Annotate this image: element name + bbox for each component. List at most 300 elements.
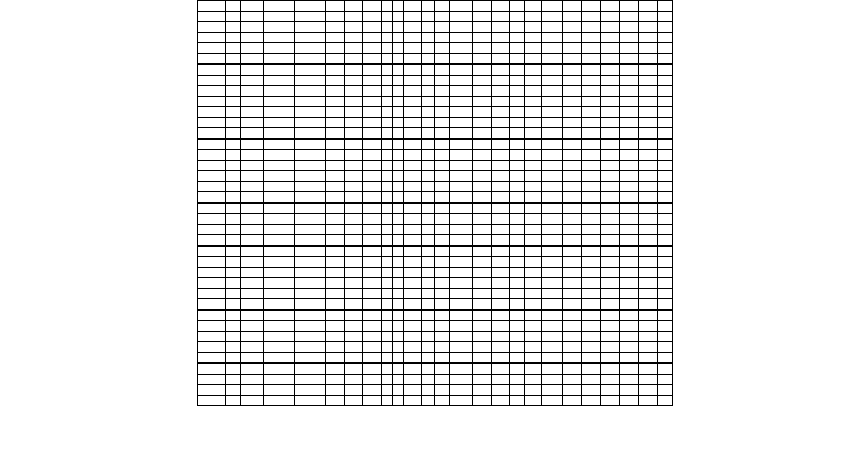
table-cell bbox=[226, 363, 241, 374]
table-cell bbox=[435, 267, 450, 278]
table-cell bbox=[639, 160, 658, 171]
table-cell bbox=[473, 257, 492, 268]
table-cell bbox=[382, 352, 393, 363]
table-cell bbox=[658, 11, 673, 22]
table-cell bbox=[525, 171, 542, 182]
table-cell bbox=[563, 246, 582, 257]
table-cell bbox=[295, 257, 326, 268]
table-cell bbox=[450, 32, 473, 43]
table-cell bbox=[226, 86, 241, 97]
table-cell bbox=[639, 257, 658, 268]
table-cell bbox=[510, 363, 525, 374]
table-cell bbox=[473, 32, 492, 43]
table-cell bbox=[393, 278, 404, 289]
table-cell bbox=[422, 139, 435, 150]
table-cell bbox=[582, 11, 601, 22]
table-cell bbox=[563, 160, 582, 171]
table-cell bbox=[363, 117, 382, 128]
table-cell bbox=[226, 64, 241, 75]
table-cell bbox=[582, 267, 601, 278]
table-cell bbox=[326, 75, 345, 86]
table-cell bbox=[295, 32, 326, 43]
table-row bbox=[198, 32, 673, 43]
table-cell bbox=[264, 299, 295, 310]
table-cell bbox=[542, 150, 563, 161]
table-cell bbox=[241, 278, 264, 289]
table-cell bbox=[422, 128, 435, 139]
table-cell bbox=[450, 395, 473, 406]
table-cell bbox=[620, 150, 639, 161]
table-cell bbox=[563, 139, 582, 150]
table-cell bbox=[295, 64, 326, 75]
table-cell bbox=[542, 385, 563, 396]
table-cell bbox=[450, 22, 473, 33]
table-cell bbox=[658, 246, 673, 257]
table-cell bbox=[326, 22, 345, 33]
table-cell bbox=[404, 150, 422, 161]
table-cell bbox=[404, 278, 422, 289]
table-cell bbox=[510, 374, 525, 385]
table-cell bbox=[393, 75, 404, 86]
table-cell bbox=[620, 310, 639, 321]
table-cell bbox=[198, 139, 226, 150]
table-cell bbox=[226, 1, 241, 12]
table-cell bbox=[450, 374, 473, 385]
table-cell bbox=[422, 395, 435, 406]
table-cell bbox=[435, 331, 450, 342]
table-cell bbox=[264, 107, 295, 118]
table-cell bbox=[435, 150, 450, 161]
table-row bbox=[198, 53, 673, 64]
table-cell bbox=[450, 11, 473, 22]
table-cell bbox=[241, 214, 264, 225]
table-cell bbox=[404, 310, 422, 321]
table-cell bbox=[198, 257, 226, 268]
table-cell bbox=[582, 310, 601, 321]
table-cell bbox=[326, 352, 345, 363]
table-cell bbox=[363, 395, 382, 406]
table-cell bbox=[382, 214, 393, 225]
table-cell bbox=[264, 64, 295, 75]
table-cell bbox=[492, 342, 510, 353]
table-cell bbox=[582, 342, 601, 353]
table-cell bbox=[264, 43, 295, 54]
table-cell bbox=[525, 224, 542, 235]
table-cell bbox=[563, 107, 582, 118]
table-cell bbox=[473, 1, 492, 12]
table-cell bbox=[345, 235, 363, 246]
table-cell bbox=[435, 352, 450, 363]
table-cell bbox=[404, 43, 422, 54]
table-cell bbox=[345, 96, 363, 107]
table-cell bbox=[563, 128, 582, 139]
table-cell bbox=[226, 257, 241, 268]
table-cell bbox=[295, 363, 326, 374]
table-cell bbox=[450, 267, 473, 278]
table-cell bbox=[473, 352, 492, 363]
table-cell bbox=[620, 53, 639, 64]
table-cell bbox=[422, 374, 435, 385]
table-row bbox=[198, 1, 673, 12]
table-cell bbox=[295, 246, 326, 257]
table-cell bbox=[264, 160, 295, 171]
table-cell bbox=[264, 331, 295, 342]
table-cell bbox=[326, 310, 345, 321]
table-cell bbox=[345, 395, 363, 406]
table-cell bbox=[393, 224, 404, 235]
table-cell bbox=[658, 257, 673, 268]
table-cell bbox=[563, 86, 582, 97]
table-cell bbox=[382, 385, 393, 396]
table-cell bbox=[492, 64, 510, 75]
table-cell bbox=[620, 374, 639, 385]
table-cell bbox=[601, 1, 620, 12]
table-cell bbox=[510, 96, 525, 107]
table-cell bbox=[601, 64, 620, 75]
table-cell bbox=[295, 160, 326, 171]
table-cell bbox=[525, 352, 542, 363]
table-cell bbox=[241, 86, 264, 97]
table-cell bbox=[264, 53, 295, 64]
table-cell bbox=[450, 288, 473, 299]
table-cell bbox=[422, 342, 435, 353]
table-cell bbox=[492, 235, 510, 246]
table-cell bbox=[422, 321, 435, 332]
table-cell bbox=[510, 75, 525, 86]
table-cell bbox=[382, 321, 393, 332]
table-cell bbox=[601, 32, 620, 43]
table-cell bbox=[404, 181, 422, 192]
table-cell bbox=[582, 288, 601, 299]
table-row bbox=[198, 150, 673, 161]
table-cell bbox=[658, 181, 673, 192]
table-row bbox=[198, 11, 673, 22]
table-row bbox=[198, 235, 673, 246]
table-cell bbox=[295, 1, 326, 12]
table-cell bbox=[510, 321, 525, 332]
table-cell bbox=[435, 43, 450, 54]
table-cell bbox=[345, 43, 363, 54]
table-cell bbox=[422, 331, 435, 342]
table-cell bbox=[435, 363, 450, 374]
table-cell bbox=[450, 107, 473, 118]
table-cell bbox=[525, 117, 542, 128]
table-cell bbox=[639, 203, 658, 214]
table-cell bbox=[326, 64, 345, 75]
table-cell bbox=[620, 160, 639, 171]
table-cell bbox=[382, 22, 393, 33]
table-cell bbox=[363, 374, 382, 385]
table-cell bbox=[198, 299, 226, 310]
table-cell bbox=[450, 117, 473, 128]
table-cell bbox=[510, 278, 525, 289]
table-cell bbox=[542, 160, 563, 171]
table-cell bbox=[264, 246, 295, 257]
table-cell bbox=[326, 181, 345, 192]
table-cell bbox=[525, 43, 542, 54]
table-cell bbox=[510, 203, 525, 214]
table-row bbox=[198, 321, 673, 332]
table-cell bbox=[658, 267, 673, 278]
table-row bbox=[198, 107, 673, 118]
table-cell bbox=[525, 64, 542, 75]
table-cell bbox=[601, 22, 620, 33]
table-cell bbox=[658, 310, 673, 321]
table-cell bbox=[326, 107, 345, 118]
table-cell bbox=[510, 331, 525, 342]
table-cell bbox=[363, 267, 382, 278]
table-cell bbox=[226, 96, 241, 107]
table-cell bbox=[542, 374, 563, 385]
table-cell bbox=[422, 278, 435, 289]
table-cell bbox=[450, 278, 473, 289]
table-cell bbox=[542, 53, 563, 64]
table-cell bbox=[525, 310, 542, 321]
table-cell bbox=[241, 203, 264, 214]
table-cell bbox=[525, 128, 542, 139]
table-cell bbox=[393, 321, 404, 332]
table-cell bbox=[363, 32, 382, 43]
table-cell bbox=[601, 374, 620, 385]
table-cell bbox=[226, 214, 241, 225]
table-cell bbox=[382, 299, 393, 310]
table-cell bbox=[492, 43, 510, 54]
table-cell bbox=[639, 192, 658, 203]
table-cell bbox=[345, 352, 363, 363]
table-cell bbox=[422, 257, 435, 268]
table-cell bbox=[264, 32, 295, 43]
table-cell bbox=[345, 117, 363, 128]
table-cell bbox=[422, 192, 435, 203]
table-cell bbox=[393, 235, 404, 246]
table-cell bbox=[404, 257, 422, 268]
table-cell bbox=[525, 267, 542, 278]
table-cell bbox=[435, 246, 450, 257]
table-cell bbox=[198, 43, 226, 54]
table-cell bbox=[639, 278, 658, 289]
table-cell bbox=[422, 75, 435, 86]
table-cell bbox=[542, 139, 563, 150]
table-cell bbox=[639, 288, 658, 299]
table-cell bbox=[382, 86, 393, 97]
table-cell bbox=[473, 299, 492, 310]
table-row bbox=[198, 181, 673, 192]
table-cell bbox=[620, 181, 639, 192]
table-cell bbox=[450, 160, 473, 171]
table-cell bbox=[492, 11, 510, 22]
table-cell bbox=[473, 246, 492, 257]
table-cell bbox=[422, 86, 435, 97]
table-cell bbox=[563, 32, 582, 43]
table-cell bbox=[563, 22, 582, 33]
table-cell bbox=[363, 1, 382, 12]
table-cell bbox=[363, 64, 382, 75]
table-cell bbox=[510, 117, 525, 128]
table-cell bbox=[601, 43, 620, 54]
table-cell bbox=[226, 43, 241, 54]
table-cell bbox=[620, 11, 639, 22]
table-cell bbox=[582, 117, 601, 128]
table-cell bbox=[435, 278, 450, 289]
table-cell bbox=[241, 257, 264, 268]
table-cell bbox=[450, 181, 473, 192]
table-cell bbox=[422, 11, 435, 22]
table-cell bbox=[241, 235, 264, 246]
table-cell bbox=[198, 321, 226, 332]
table-cell bbox=[492, 160, 510, 171]
table-cell bbox=[226, 224, 241, 235]
table-cell bbox=[363, 214, 382, 225]
table-cell bbox=[404, 22, 422, 33]
table-cell bbox=[601, 53, 620, 64]
table-cell bbox=[435, 192, 450, 203]
table-cell bbox=[226, 139, 241, 150]
table-row bbox=[198, 117, 673, 128]
table-row bbox=[198, 246, 673, 257]
table-cell bbox=[473, 342, 492, 353]
table-cell bbox=[658, 86, 673, 97]
table-cell bbox=[404, 235, 422, 246]
table-cell bbox=[492, 32, 510, 43]
table-cell bbox=[620, 246, 639, 257]
table-cell bbox=[241, 1, 264, 12]
table-cell bbox=[393, 171, 404, 182]
table-cell bbox=[563, 331, 582, 342]
table-cell bbox=[542, 214, 563, 225]
table-cell bbox=[435, 107, 450, 118]
table-row bbox=[198, 171, 673, 182]
table-cell bbox=[601, 11, 620, 22]
table-cell bbox=[492, 278, 510, 289]
table-cell bbox=[226, 75, 241, 86]
table-cell bbox=[198, 352, 226, 363]
table-cell bbox=[345, 1, 363, 12]
table-cell bbox=[198, 11, 226, 22]
table-cell bbox=[582, 278, 601, 289]
table-cell bbox=[241, 395, 264, 406]
table-cell bbox=[658, 288, 673, 299]
table-cell bbox=[382, 53, 393, 64]
table-cell bbox=[198, 53, 226, 64]
table-cell bbox=[382, 64, 393, 75]
table-cell bbox=[198, 278, 226, 289]
table-cell bbox=[326, 160, 345, 171]
table-cell bbox=[450, 235, 473, 246]
table-cell bbox=[226, 288, 241, 299]
table-cell bbox=[450, 150, 473, 161]
table-cell bbox=[264, 224, 295, 235]
table-cell bbox=[620, 214, 639, 225]
table-cell bbox=[345, 75, 363, 86]
table-cell bbox=[563, 267, 582, 278]
table-cell bbox=[295, 395, 326, 406]
table-cell bbox=[542, 64, 563, 75]
table-cell bbox=[363, 385, 382, 396]
table-cell bbox=[582, 43, 601, 54]
table-row bbox=[198, 342, 673, 353]
table-cell bbox=[393, 117, 404, 128]
table-cell bbox=[492, 53, 510, 64]
table-cell bbox=[639, 75, 658, 86]
table-cell bbox=[582, 224, 601, 235]
table-cell bbox=[422, 224, 435, 235]
table-cell bbox=[601, 86, 620, 97]
table-cell bbox=[542, 203, 563, 214]
table-cell bbox=[363, 235, 382, 246]
table-cell bbox=[393, 342, 404, 353]
table-cell bbox=[492, 374, 510, 385]
table-cell bbox=[639, 22, 658, 33]
table-cell bbox=[563, 278, 582, 289]
table-cell bbox=[363, 331, 382, 342]
table-cell bbox=[382, 192, 393, 203]
table-cell bbox=[241, 75, 264, 86]
table-cell bbox=[198, 331, 226, 342]
table-cell bbox=[198, 385, 226, 396]
table-cell bbox=[435, 1, 450, 12]
table-cell bbox=[435, 96, 450, 107]
table-cell bbox=[198, 288, 226, 299]
table-cell bbox=[422, 214, 435, 225]
table-cell bbox=[393, 299, 404, 310]
table-cell bbox=[582, 299, 601, 310]
table-cell bbox=[241, 32, 264, 43]
table-cell bbox=[563, 299, 582, 310]
table-cell bbox=[542, 117, 563, 128]
table-cell bbox=[295, 310, 326, 321]
table-cell bbox=[393, 352, 404, 363]
table-cell bbox=[363, 96, 382, 107]
table-cell bbox=[295, 374, 326, 385]
table-cell bbox=[563, 342, 582, 353]
table-cell bbox=[620, 43, 639, 54]
table-cell bbox=[422, 32, 435, 43]
table-cell bbox=[492, 171, 510, 182]
table-cell bbox=[473, 374, 492, 385]
table-cell bbox=[264, 278, 295, 289]
table-cell bbox=[241, 53, 264, 64]
table-cell bbox=[563, 385, 582, 396]
table-cell bbox=[326, 128, 345, 139]
table-cell bbox=[264, 363, 295, 374]
table-cell bbox=[563, 96, 582, 107]
table-row bbox=[198, 139, 673, 150]
table-cell bbox=[473, 278, 492, 289]
table-cell bbox=[510, 246, 525, 257]
table-cell bbox=[510, 150, 525, 161]
table-cell bbox=[363, 192, 382, 203]
table-cell bbox=[473, 11, 492, 22]
table-cell bbox=[382, 171, 393, 182]
table-cell bbox=[542, 128, 563, 139]
table-cell bbox=[510, 385, 525, 396]
table-cell bbox=[435, 235, 450, 246]
table-cell bbox=[582, 32, 601, 43]
table-cell bbox=[422, 310, 435, 321]
table-cell bbox=[510, 86, 525, 97]
table-cell bbox=[382, 150, 393, 161]
table-cell bbox=[345, 299, 363, 310]
table-cell bbox=[295, 43, 326, 54]
table-cell bbox=[542, 32, 563, 43]
table-cell bbox=[435, 53, 450, 64]
table-cell bbox=[393, 374, 404, 385]
table-cell bbox=[542, 395, 563, 406]
table-cell bbox=[226, 11, 241, 22]
table-cell bbox=[295, 235, 326, 246]
table-cell bbox=[363, 299, 382, 310]
table-cell bbox=[639, 1, 658, 12]
